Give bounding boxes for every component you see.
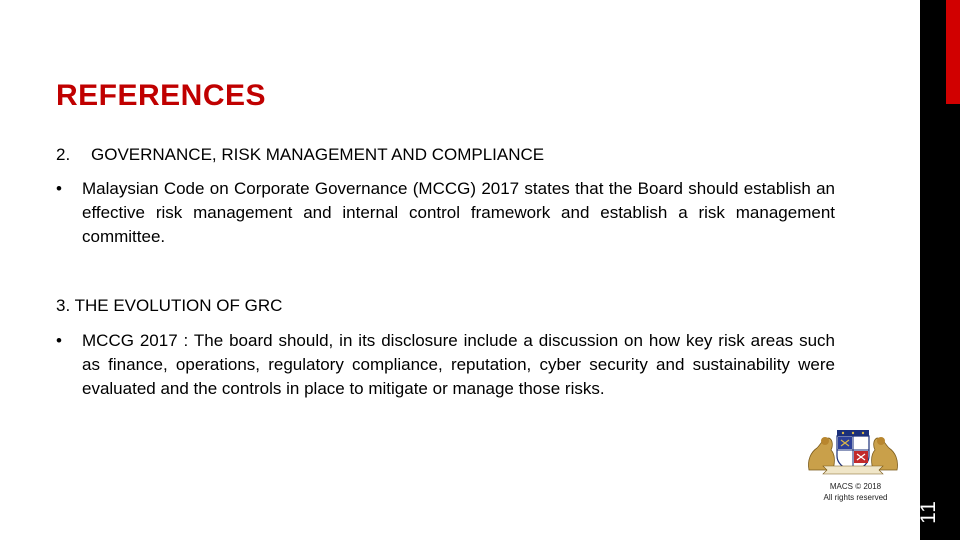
slide-title: REFERENCES xyxy=(56,79,267,112)
section-3-heading: 3. THE EVOLUTION OF GRC xyxy=(56,296,283,315)
section-3-bullet xyxy=(56,329,835,401)
macs-crest-logo xyxy=(803,426,903,476)
section-2-title: GOVERNANCE, RISK MANAGEMENT AND COMPLIANCE xyxy=(91,145,545,164)
copyright-line-2: All rights reserved xyxy=(823,493,888,502)
section-2-bullet-text: Malaysian Code on Corporate Governance (MCCG) 2017 states that the Board should establish an effective risk management and internal control framework and establish a risk management committee. xyxy=(82,179,835,246)
bullet-dot-icon: • xyxy=(56,331,62,350)
section-2-bullet xyxy=(56,177,835,249)
copyright-notice xyxy=(803,481,908,503)
section-3-bullet-text: MCCG 2017 : The board should, in its disclosure include a discussion on how key risk areas such as finance, operations, regulatory compliance, reputation, cyber security and sustainability were evaluated and the controls in place to mitigate or manage those risks. xyxy=(82,331,835,398)
crest-icon xyxy=(803,426,903,476)
slide-number: 11 xyxy=(917,500,940,524)
section-2-heading xyxy=(56,145,544,165)
section-2-number: 2. xyxy=(56,145,71,164)
red-accent-bar xyxy=(946,0,960,104)
copyright-line-1: MACS © 2018 xyxy=(829,482,882,491)
bullet-dot-icon: • xyxy=(56,179,62,198)
